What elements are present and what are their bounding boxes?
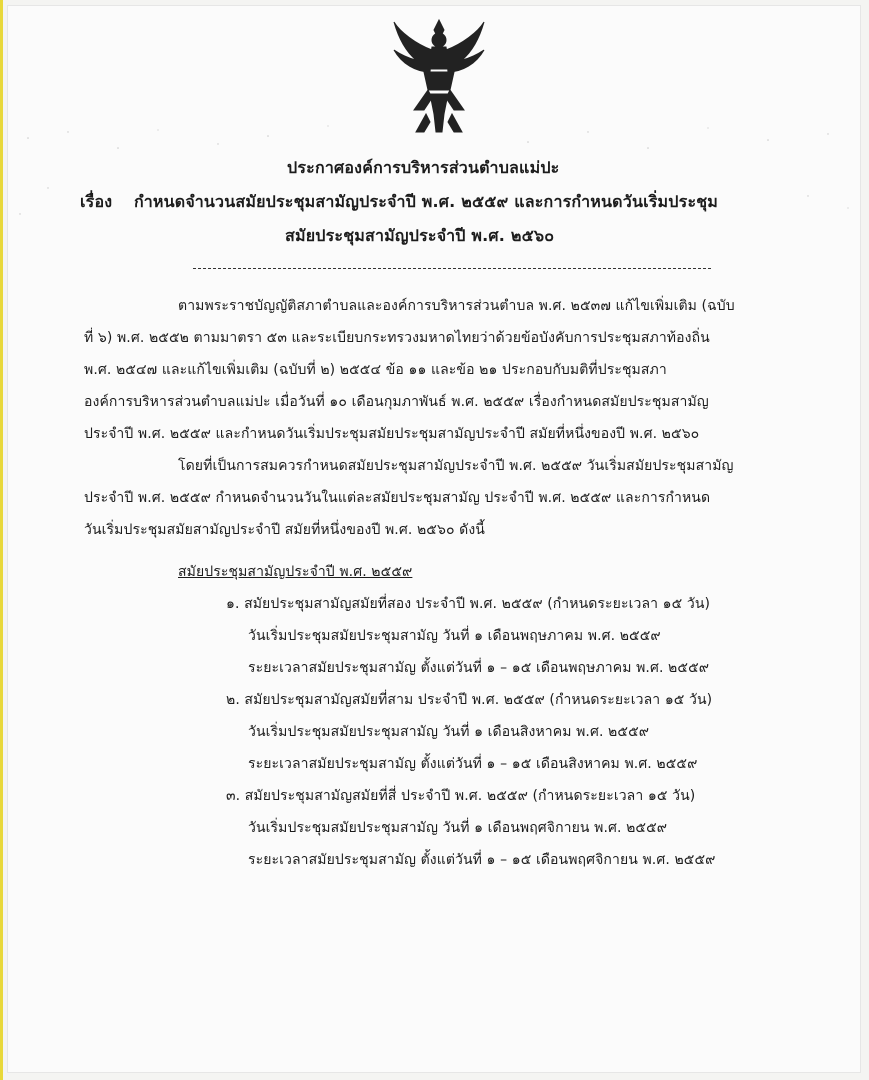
paragraph-1-line-5: ประจำปี พ.ศ. ๒๕๕๙ และกำหนดวันเริ่มประชุมสมัยประชุมสามัญประจำปี สมัยที่หนึ่งของปี พ.ศ. ๒๕๖๐ (84, 426, 700, 442)
paragraph-2-line-1: โดยที่เป็นการสมควรกำหนดสมัยประชุมสามัญประจำปี พ.ศ. ๒๕๕๙ วันเริ่มสมัยประชุมสามัญ (178, 458, 734, 474)
subject-line-2: สมัยประชุมสามัญประจำปี พ.ศ. ๒๕๖๐ (285, 226, 555, 245)
subject-label: เรื่อง (80, 192, 113, 211)
session-3-title: ๓. สมัยประชุมสามัญสมัยที่สี่ ประจำปี พ.ศ. ๒๕๕๙ (กำหนดระยะเวลา ๑๕ วัน) (226, 788, 696, 804)
section-heading: สมัยประชุมสามัญประจำปี พ.ศ. ๒๕๕๙ (178, 564, 413, 580)
page-title: ประกาศองค์การบริหารส่วนตำบลแม่ปะ (287, 158, 560, 177)
session-2-period: ระยะเวลาสมัยประชุมสามัญ ตั้งแต่วันที่ ๑ – ๑๕ เดือนสิงหาคม พ.ศ. ๒๕๕๙ (248, 756, 698, 772)
paragraph-1-line-1: ตามพระราชบัญญัติสภาตำบลและองค์การบริหารส่วนตำบล พ.ศ. ๒๕๓๗ แก้ไขเพิ่มเติม (ฉบับ (178, 298, 735, 314)
paragraph-1-line-3: พ.ศ. ๒๕๔๗ และแก้ไขเพิ่มเติม (ฉบับที่ ๒) ๒๕๕๔ ข้อ ๑๑ และข้อ ๒๑ ประกอบกับมติที่ประชุมสภา (84, 362, 667, 378)
paragraph-1-line-4: องค์การบริหารส่วนตำบลแม่ปะ เมื่อวันที่ ๑๐ เดือนกุมภาพันธ์ พ.ศ. ๒๕๕๙ เรื่องกำหนดสมัยประชุมสามัญ (84, 394, 709, 410)
session-2-start: วันเริ่มประชุมสมัยประชุมสามัญ วันที่ ๑ เดือนสิงหาคม พ.ศ. ๒๕๕๙ (248, 724, 650, 740)
title-divider (193, 268, 711, 269)
paragraph-1-line-2: ที่ ๖) พ.ศ. ๒๕๕๒ ตามมาตรา ๕๓ และระเบียบกระทรวงมหาดไทยว่าด้วยข้อบังคับการประชุมสภาท้องถิ่น (84, 330, 710, 346)
session-3-start: วันเริ่มประชุมสมัยประชุมสามัญ วันที่ ๑ เดือนพฤศจิกายน พ.ศ. ๒๕๕๙ (248, 820, 668, 836)
session-1-period: ระยะเวลาสมัยประชุมสามัญ ตั้งแต่วันที่ ๑ – ๑๕ เดือนพฤษภาคม พ.ศ. ๒๕๕๙ (248, 660, 710, 676)
session-1-start: วันเริ่มประชุมสมัยประชุมสามัญ วันที่ ๑ เดือนพฤษภาคม พ.ศ. ๒๕๕๙ (248, 628, 661, 644)
session-1-title: ๑. สมัยประชุมสามัญสมัยที่สอง ประจำปี พ.ศ. ๒๕๕๙ (กำหนดระยะเวลา ๑๕ วัน) (226, 596, 711, 612)
paragraph-2-line-3: วันเริ่มประชุมสมัยสามัญประจำปี สมัยที่หนึ่งของปี พ.ศ. ๒๕๖๐ ดังนี้ (84, 522, 485, 538)
session-2-title: ๒. สมัยประชุมสามัญสมัยที่สาม ประจำปี พ.ศ. ๒๕๕๙ (กำหนดระยะเวลา ๑๕ วัน) (226, 692, 713, 708)
session-3-period: ระยะเวลาสมัยประชุมสามัญ ตั้งแต่วันที่ ๑ – ๑๕ เดือนพฤศจิกายน พ.ศ. ๒๕๕๙ (248, 852, 716, 868)
document-page (8, 6, 860, 1072)
scan-edge (0, 0, 3, 1080)
garuda-emblem-icon (386, 14, 492, 136)
subject-line-1: กำหนดจำนวนสมัยประชุมสามัญประจำปี พ.ศ. ๒๕๕๙ และการกำหนดวันเริ่มประชุม (134, 192, 719, 211)
paragraph-2-line-2: ประจำปี พ.ศ. ๒๕๕๙ กำหนดจำนวนวันในแต่ละสมัยประชุมสามัญ ประจำปี พ.ศ. ๒๕๕๙ และการกำหนด (84, 490, 711, 506)
